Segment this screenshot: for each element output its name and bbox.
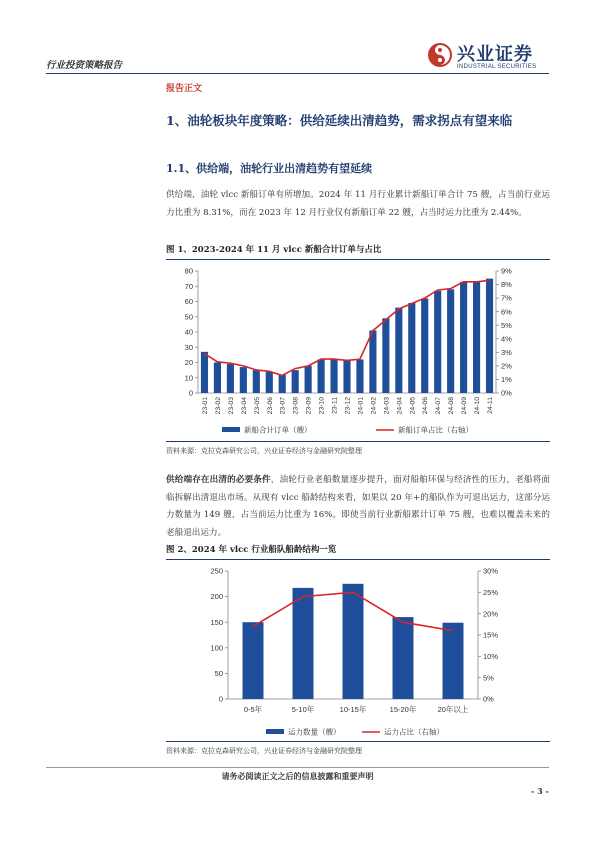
- bar: [460, 282, 467, 393]
- section-tag: 报告正文: [166, 84, 203, 94]
- paragraph-2-lead: 供给端存在出清的必要条件: [166, 475, 271, 485]
- right-tick-label: 9%: [501, 266, 512, 276]
- right-tick-label: 4%: [501, 334, 512, 344]
- bar: [279, 375, 286, 393]
- bar: [343, 584, 364, 699]
- category-label: 24-11: [487, 397, 495, 414]
- left-tick-label: 0: [218, 694, 223, 704]
- category-label: 23-04: [240, 397, 248, 415]
- bar: [293, 588, 314, 699]
- right-tick-label: 0%: [483, 694, 494, 704]
- legend-bar-label: 新船合计订单（艘）: [244, 425, 312, 435]
- bar: [240, 367, 247, 393]
- bar: [443, 623, 464, 699]
- category-label: 24-09: [461, 397, 469, 415]
- legend-bar-swatch: [222, 427, 240, 432]
- bar: [369, 330, 376, 393]
- paragraph-supply: 供给端，油轮 vlcc 新船订单有所增加。2024 年 11 月行业累计新船订单合计 75 艘，占当前行业运力比重为 8.31%，而在 2023 年 12 月行业仅有新船订单 22 艘，占当时运力比重为 2.44%。: [166, 190, 550, 218]
- legend-line-label: 新船订单占比（右轴）: [398, 425, 473, 435]
- category-label: 24-10: [474, 397, 482, 415]
- header-divider: [46, 73, 549, 74]
- right-tick-label: 5%: [483, 673, 494, 683]
- left-tick-label: 40: [184, 327, 193, 337]
- right-tick-label: 10%: [483, 651, 499, 661]
- category-label: 24-05: [409, 397, 417, 415]
- bar: [305, 366, 312, 393]
- figure-2-title: 图 2、2024 年 vlcc 行业船队船龄结构一览: [166, 545, 337, 555]
- figure-1-bottom-rule: [166, 441, 550, 442]
- bar: [447, 289, 454, 393]
- category-label: 10-15年: [339, 705, 367, 714]
- bar: [408, 303, 415, 393]
- right-tick-label: 30%: [483, 566, 499, 576]
- category-label: 23-05: [253, 397, 261, 415]
- category-label: 23-01: [201, 397, 209, 415]
- category-label: 20年以上: [437, 705, 469, 714]
- bar: [201, 352, 208, 393]
- right-tick-label: 2%: [501, 361, 512, 371]
- figure-1-source: 资料来源：克拉克森研究公司，兴业证券经济与金融研究院整理: [166, 447, 362, 455]
- bar: [393, 617, 414, 699]
- left-tick-label: 10: [184, 373, 193, 383]
- bar: [243, 622, 264, 699]
- logo-mark-icon: [427, 42, 453, 68]
- category-label: 5-10年: [291, 705, 315, 714]
- category-label: 23-06: [266, 397, 274, 415]
- left-tick-label: 30: [184, 342, 193, 352]
- category-label: 24-04: [396, 397, 404, 415]
- category-label: 23-08: [292, 397, 300, 415]
- bar: [214, 363, 221, 394]
- bar: [434, 291, 441, 393]
- category-label: 24-02: [370, 397, 378, 415]
- page-number: - 3 -: [531, 786, 549, 796]
- figure-2-bottom-rule: [166, 741, 550, 742]
- paragraph-fleet-age: [166, 472, 550, 542]
- chart-vlcc-orders: [166, 262, 550, 440]
- category-label: 24-06: [422, 397, 430, 415]
- left-tick-label: 200: [210, 592, 223, 602]
- bar: [318, 359, 325, 393]
- category-label: 23-12: [344, 397, 352, 415]
- bar: [253, 370, 260, 393]
- chart-fleet-age-structure: [166, 562, 550, 740]
- disclaimer-note: 请务必阅读正文之后的信息披露和重要声明: [221, 771, 374, 781]
- bar: [473, 282, 480, 393]
- line-series: [204, 280, 489, 375]
- left-tick-label: 250: [210, 566, 223, 576]
- bar: [395, 308, 402, 393]
- category-label: 24-03: [383, 397, 391, 415]
- bar: [266, 372, 273, 393]
- legend-bar-swatch: [266, 729, 284, 734]
- right-tick-label: 6%: [501, 307, 512, 317]
- right-tick-label: 15%: [483, 630, 499, 640]
- logo-text-en: INDUSTRIAL SECURITIES: [457, 64, 537, 70]
- left-tick-label: 60: [184, 297, 193, 307]
- bar: [356, 359, 363, 393]
- figure-1-top-rule: [166, 259, 550, 260]
- bar: [227, 364, 234, 393]
- logo-text-cn: 兴业证券: [457, 44, 533, 65]
- category-label: 23-07: [279, 397, 287, 415]
- bar: [421, 298, 428, 393]
- category-label: 23-02: [214, 397, 222, 415]
- bar: [486, 279, 493, 393]
- left-tick-label: 50: [184, 312, 193, 322]
- right-tick-label: 20%: [483, 609, 499, 619]
- left-tick-label: 70: [184, 281, 193, 291]
- category-label: 23-03: [227, 397, 235, 415]
- figure-2-source: 资料来源：克拉克森研究公司，兴业证券经济与金融研究院整理: [166, 747, 362, 755]
- company-logo: [427, 40, 557, 76]
- right-tick-label: 1%: [501, 375, 512, 385]
- category-label: 23-11: [331, 397, 339, 414]
- legend-line-label: 运力占比（右轴）: [384, 727, 444, 737]
- left-tick-label: 50: [214, 669, 223, 678]
- footer-divider: [46, 767, 549, 768]
- left-tick-label: 0: [188, 388, 193, 398]
- paragraph-2-text: ，油轮行业老船数量逐步提升，面对船舶环保与经济性的压力，老船将面临拆解出清退出市场。从现有 vlcc 船龄结构来看，如果以 20 年+的船队作为可退出运力，这部分运力数量为 149 艘，占当前运力比重为 16%。即使当前行业新船累计订单 75 艘，也难以覆盖未来的老船退出运力。: [166, 475, 550, 538]
- report-type-label: 行业投资策略报告: [46, 60, 123, 71]
- category-label: 24-08: [448, 397, 456, 415]
- left-tick-label: 20: [184, 358, 193, 368]
- category-label: 23-09: [305, 397, 313, 415]
- left-tick-label: 100: [210, 643, 223, 653]
- category-label: 24-07: [435, 397, 443, 415]
- heading-1: 1、油轮板块年度策略：供给延续出清趋势，需求拐点有望来临: [166, 113, 513, 128]
- left-tick-label: 150: [210, 617, 223, 627]
- bar: [330, 359, 337, 393]
- right-tick-label: 3%: [501, 347, 512, 357]
- bar: [382, 318, 389, 393]
- bar: [343, 359, 350, 393]
- category-label: 0-5年: [243, 705, 263, 714]
- left-tick-label: 80: [184, 266, 193, 276]
- category-label: 24-01: [357, 397, 365, 415]
- right-tick-label: 8%: [501, 280, 512, 290]
- figure-2-top-rule: [166, 559, 550, 560]
- right-tick-label: 25%: [483, 587, 499, 597]
- figure-1-title: 图 1、2023-2024 年 11 月 vlcc 新船合计订单与占比: [166, 245, 382, 255]
- legend-bar-label: 运力数量（艘）: [288, 727, 341, 737]
- right-tick-label: 7%: [501, 293, 512, 303]
- heading-2: 1.1、供给端，油轮行业出清趋势有望延续: [166, 162, 373, 175]
- category-label: 23-10: [318, 397, 326, 415]
- right-tick-label: 5%: [501, 320, 512, 330]
- bar: [292, 370, 299, 393]
- category-label: 15-20年: [389, 705, 417, 714]
- right-tick-label: 0%: [501, 388, 512, 398]
